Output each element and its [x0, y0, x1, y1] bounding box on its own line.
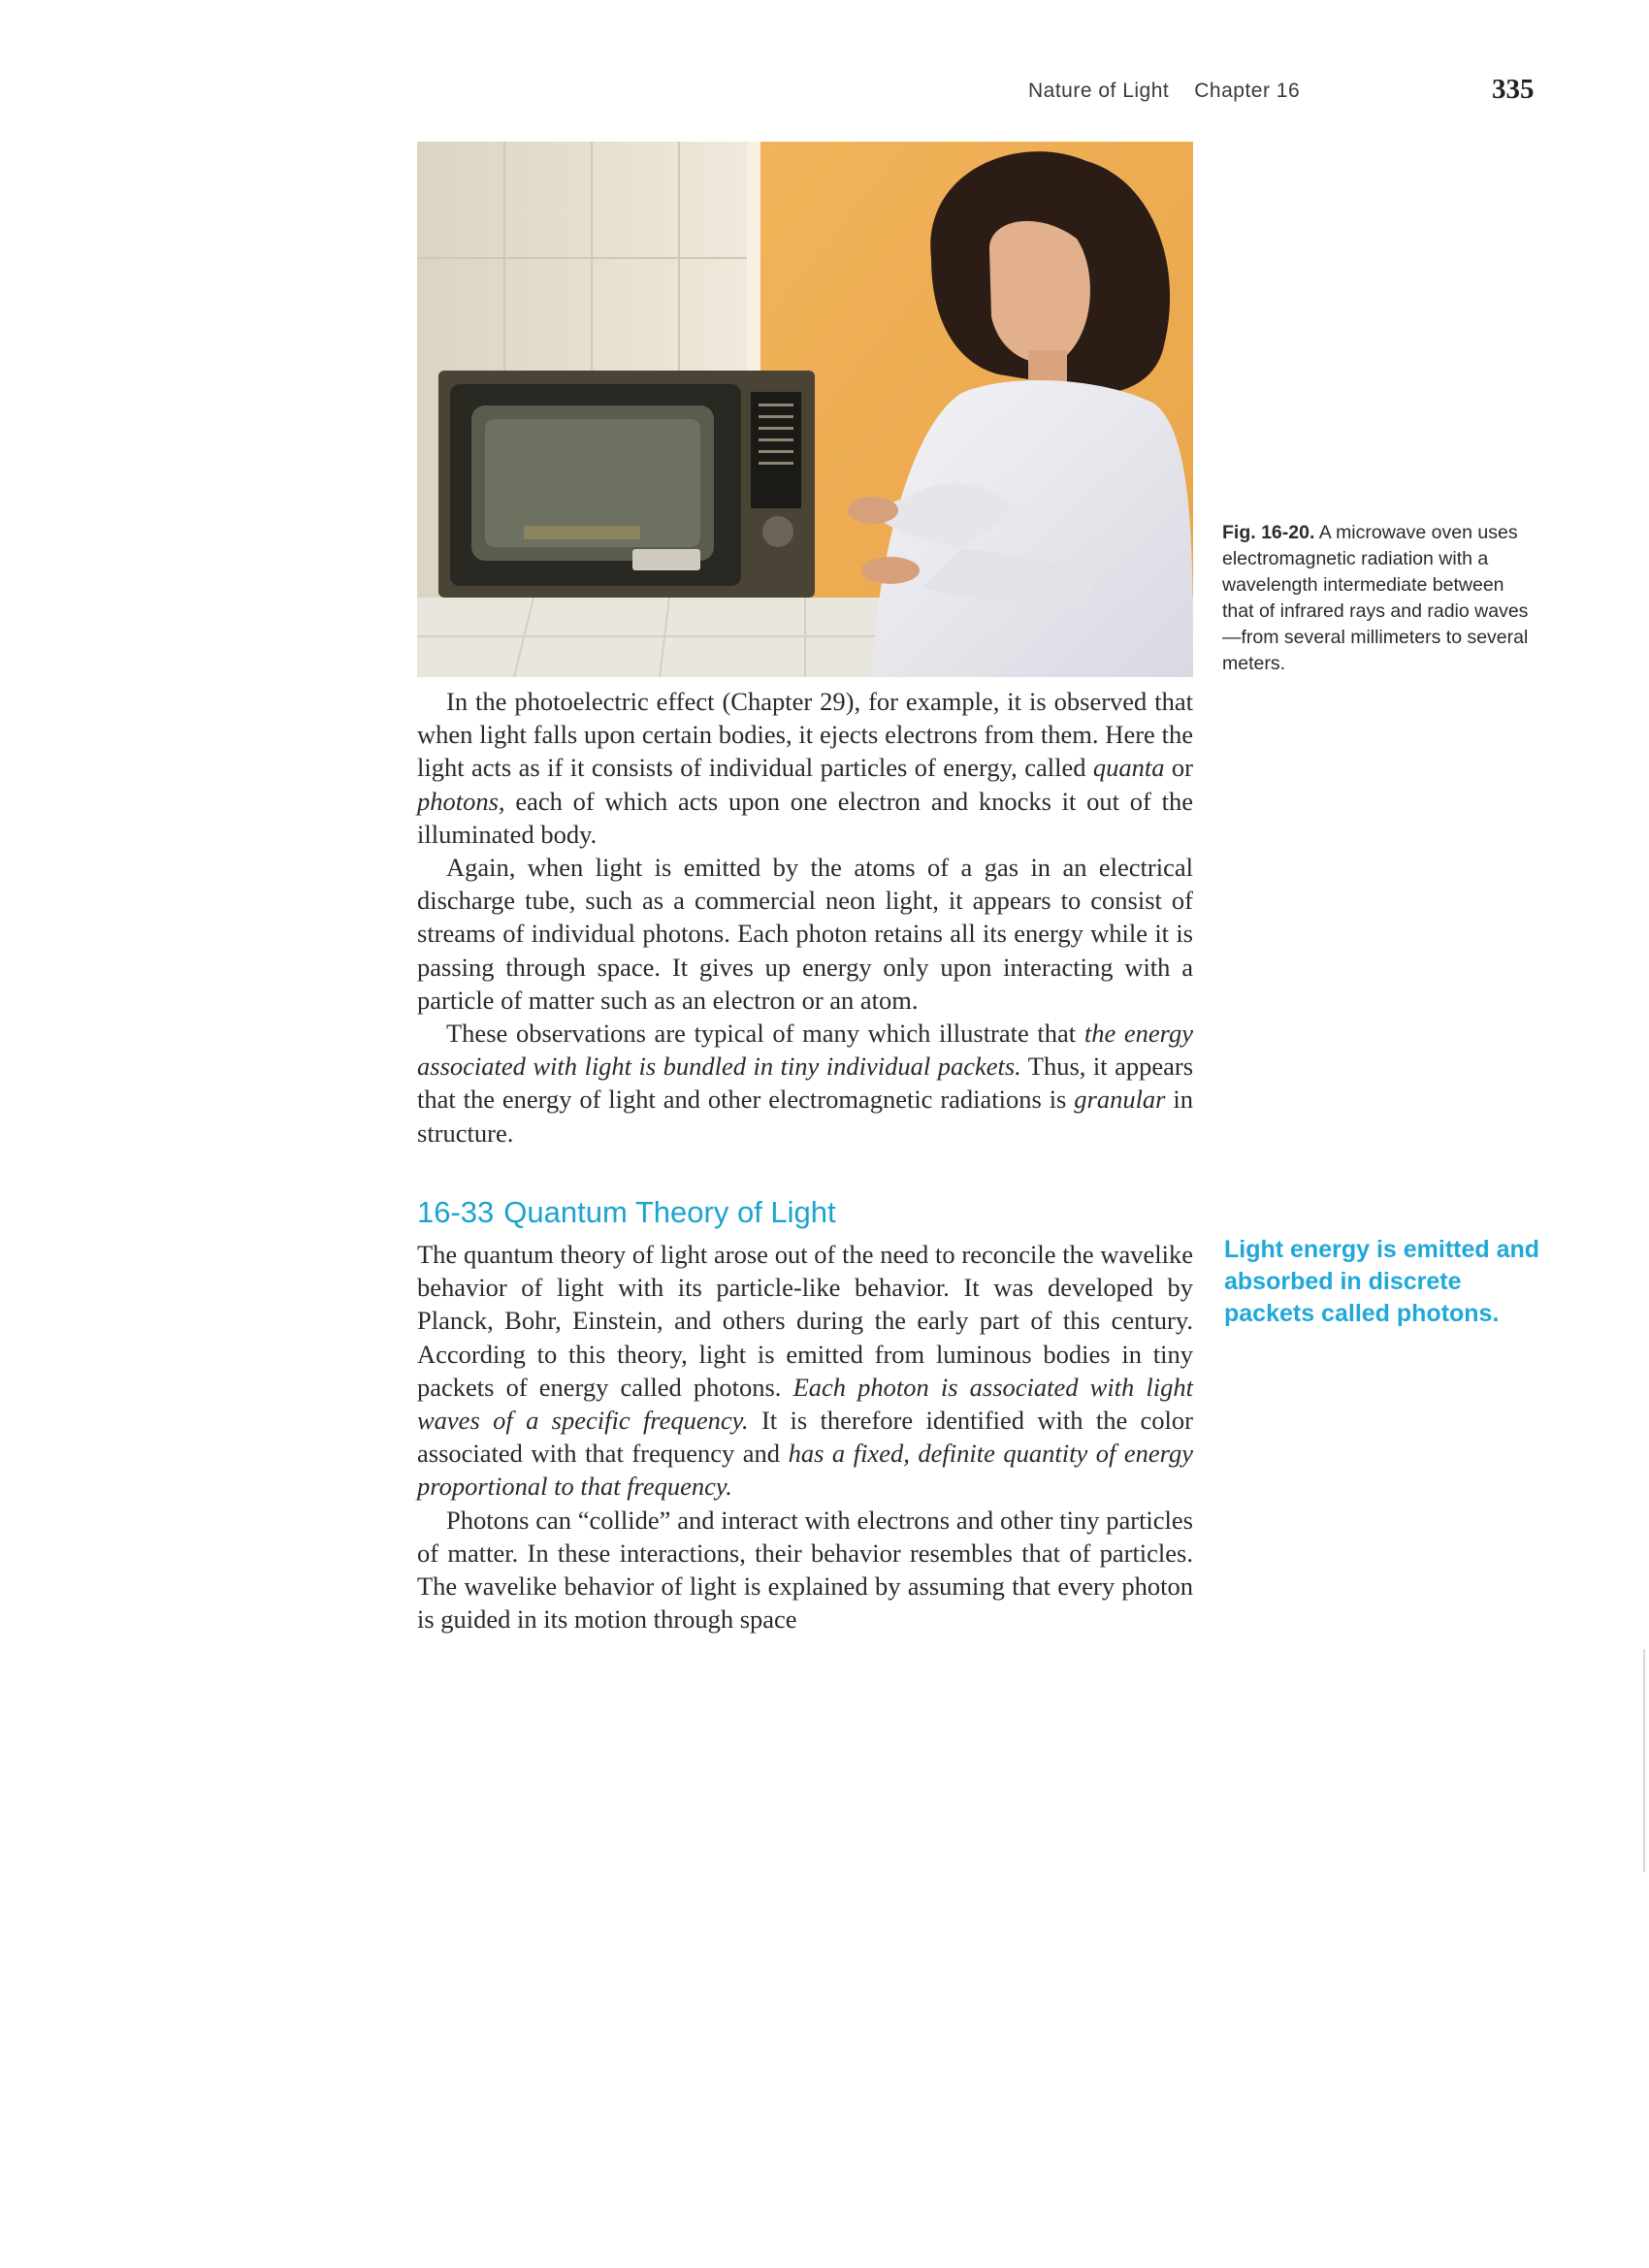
- section-title: Quantum Theory of Light: [503, 1195, 836, 1229]
- paragraph-observations: [417, 1017, 1193, 1150]
- body-column-bottom: [417, 1238, 1193, 1636]
- figure-caption-text: A microwave oven uses electromagnetic radiation with a wavelength intermediate between that of infrared rays and radio waves—from several millimeters to several meters.: [1222, 522, 1529, 674]
- scan-edge-line: [1643, 1649, 1645, 1872]
- paragraph-photons-collide: Photons can “collide” and interact with electrons and other tiny particles of matter. In these interactions, their behavior resembles that of particles. The wavelike behavior of light is explained by assuming that every photon is guided in its motion through space: [417, 1505, 1193, 1635]
- para4-text-1: The quantum theory of light arose out of the need to reconcile the wavelike behavior of light with its particle-like behavior. It was developed by Planck, Bohr, Einstein, and others during the early part of this century. According to this theory, light is emitted from luminous bodies in tiny packets of energy called photons.: [417, 1240, 1193, 1402]
- para3-text-2: Thus, it appears that the energy of light and other electromagnetic radiations is: [417, 1052, 1194, 1115]
- margin-note: Light energy is emitted and absorbed in discrete packets called photons.: [1224, 1236, 1540, 1327]
- para1-italic-photons: photons,: [417, 786, 505, 816]
- para1-text-3: each of which acts upon one electron and knocks it out of the illuminated body.: [417, 786, 1193, 849]
- para3-italic-1: the energy associated with light is bundled in tiny individual packets.: [417, 1019, 1193, 1082]
- para4-italic-2: has a fixed, definite quantity of energy proportional to that frequency.: [417, 1439, 1193, 1502]
- figure-label: Fig. 16-20.: [1222, 522, 1315, 543]
- paragraph-photoelectric: [417, 685, 1193, 851]
- para3-italic-granular: granular: [1074, 1085, 1166, 1115]
- paragraph-discharge-tube: Again, when light is emitted by the atoms of a gas in an electrical discharge tube, such as a commercial neon light, it appears to consist of streams of individual photons. Each photon retains all its energy while it is passing through space. It gives up energy only upon interacting with a particle of matter such as an electron or an atom.: [417, 853, 1193, 1015]
- section-number: 16-33: [417, 1195, 495, 1229]
- paragraph-quantum-theory: [417, 1238, 1193, 1504]
- para1-text-2: or: [1164, 753, 1194, 783]
- para1-text-1: In the photoelectric effect (Chapter 29), for example, it is observed that when light falls upon certain bodies, it ejects electrons from them. Here the light acts as if it consists of individual particles of energy, called: [417, 687, 1193, 783]
- para4-text-2: It is therefore identified with the color associated with that frequency and: [417, 1406, 1193, 1469]
- figure-photo: [417, 142, 1193, 677]
- para1-italic-quanta: quanta: [1092, 753, 1165, 783]
- page-number: 335: [1492, 74, 1535, 105]
- figure-caption: [1222, 520, 1533, 677]
- para3-text-1: These observations are typical of many which illustrate that: [446, 1019, 1084, 1049]
- running-title: Nature of Light: [1028, 80, 1170, 102]
- running-head: [1028, 80, 1300, 103]
- section-heading: [417, 1195, 836, 1230]
- para3-text-3: in structure.: [417, 1085, 1193, 1148]
- body-column-top: [417, 685, 1193, 1150]
- chapter-label: Chapter 16: [1194, 80, 1301, 102]
- para4-italic-1: Each photon is associated with light waves of a specific frequency.: [417, 1372, 1193, 1436]
